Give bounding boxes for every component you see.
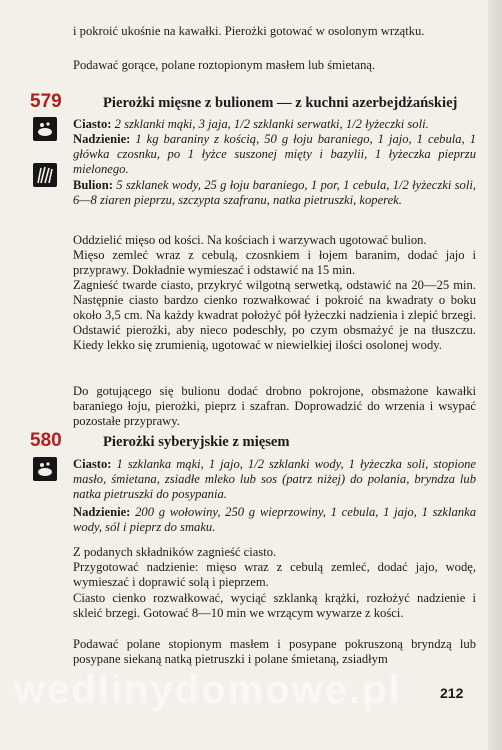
step-paragraph: Do gotującego się bulionu dodać drobno pokrojone, obsmażone kawałki baraniego łoju, pierożki, pieprz i szafran. Doprowadzić do wrzenia i wsypać pozostałe przyprawy. — [73, 384, 476, 428]
label-nadzienie: Nadzienie: — [73, 505, 131, 519]
watermark: wedlinydomowe.pl — [14, 668, 402, 712]
ingredients-filling-text: 200 g wołowiny, 250 g wieprzowiny, 1 cebula, 1 jajo, 1 szklanka wody, sól i pieprz do smaku. — [73, 505, 476, 534]
ingredients-dough — [73, 457, 476, 502]
ingredients-filling — [73, 132, 476, 177]
recipe-title: Pierożki mięsne z bulionem — z kuchni azerbejdżańskiej — [103, 95, 458, 111]
label-bulion: Bulion: — [73, 178, 113, 192]
step-paragraph: Ciasto cienko rozwałkować, wyciąć szklanką krążki, rozłożyć nadzienie i skleić brzegi. Gotować 8—10 min we wrzącym wywarze z kości. — [73, 591, 476, 620]
dough-icon — [33, 117, 57, 141]
recipe-title: Pierożki syberyjskie z mięsem — [103, 434, 290, 450]
step-paragraph: Przygotować nadzienie: mięso wraz z cebulą zemleć, dodać jajo, wodę, wymieszać i doprawić solą i pieprzem. — [73, 560, 476, 589]
herbs-icon — [33, 163, 57, 187]
ingredients-filling — [73, 505, 476, 535]
recipe-number: 580 — [30, 430, 62, 451]
label-nadzienie: Nadzienie: — [73, 132, 131, 146]
intro-paragraph-2: Podawać gorące, polane roztopionym masłem lub śmietaną. — [73, 58, 376, 72]
page-edge — [488, 0, 502, 750]
page-number: 212 — [440, 685, 464, 701]
step-paragraph: Podawać polane stopionym masłem i posypane pokruszoną bryndzą lub posypane siekaną natką pietruszki i polane śmietaną, zsiadłym — [73, 637, 476, 666]
step-paragraph: Zagnieść twarde ciasto, przykryć wilgotną serwetką, odstawić na 20—25 min. Następnie ciasto bardzo cienko rozwałkować i pokroić na kwadraty o boku około 3,5 cm. Na każdy kwadrat położyć pół łyżeczki nadzienia i zlepić brzegi. Odstawić pierożki, aby nieco podeschły, po czym obsmażyć je na tłuszczu. Kiedy lekko się zrumienią, ugotować w niewielkiej ilości osolonej wody. — [73, 278, 476, 352]
intro-paragraph-1: i pokroić ukośnie na kawałki. Pierożki gotować w osolonym wrzątku. — [73, 24, 425, 38]
step-paragraph: Z podanych składników zagnieść ciasto. — [73, 545, 277, 559]
ingredients-dough-text: 2 szklanki mąki, 3 jaja, 1/2 szklanki serwatki, 1/2 łyżeczki soli. — [111, 117, 429, 131]
ingredients-dough — [73, 117, 476, 132]
label-ciasto: Ciasto: — [73, 117, 112, 131]
recipe-number: 579 — [30, 91, 62, 112]
ingredients-filling-text: 1 kg baraniny z kością, 50 g łoju baraniego, 1 jajo, 1 cebula, 1 główka czosnku, po 1 łyżce suszonej mięty i bazylii, 1 łyżeczka pieprzu mielonego. — [73, 132, 476, 176]
ingredients-broth — [73, 178, 476, 208]
step-paragraph: Oddzielić mięso od kości. Na kościach i warzywach ugotować bulion. — [73, 233, 427, 247]
ingredients-dough-text: 1 szklanka mąki, 1 jajo, 1/2 szklanki wody, 1 łyżeczka soli, stopione masło, śmietana, zsiadłe mleko lub sos (patrz niżej) do polania, bryndza lub natka pietruszki do posypania. — [73, 457, 476, 501]
step-paragraph: Mięso zemleć wraz z cebulą, czosnkiem i łojem baranim, dodać jajo i przyprawy. Dokładnie wymieszać i odstawić na 15 min. — [73, 248, 476, 277]
dough-icon — [33, 457, 57, 481]
ingredients-broth-text: 5 szklanek wody, 25 g łoju baraniego, 1 por, 1 cebula, 1/2 łyżeczki soli, 6—8 ziaren pieprzu, szczypta szafranu, natka pietruszki, koperek. — [73, 178, 476, 207]
label-ciasto: Ciasto: — [73, 457, 112, 471]
